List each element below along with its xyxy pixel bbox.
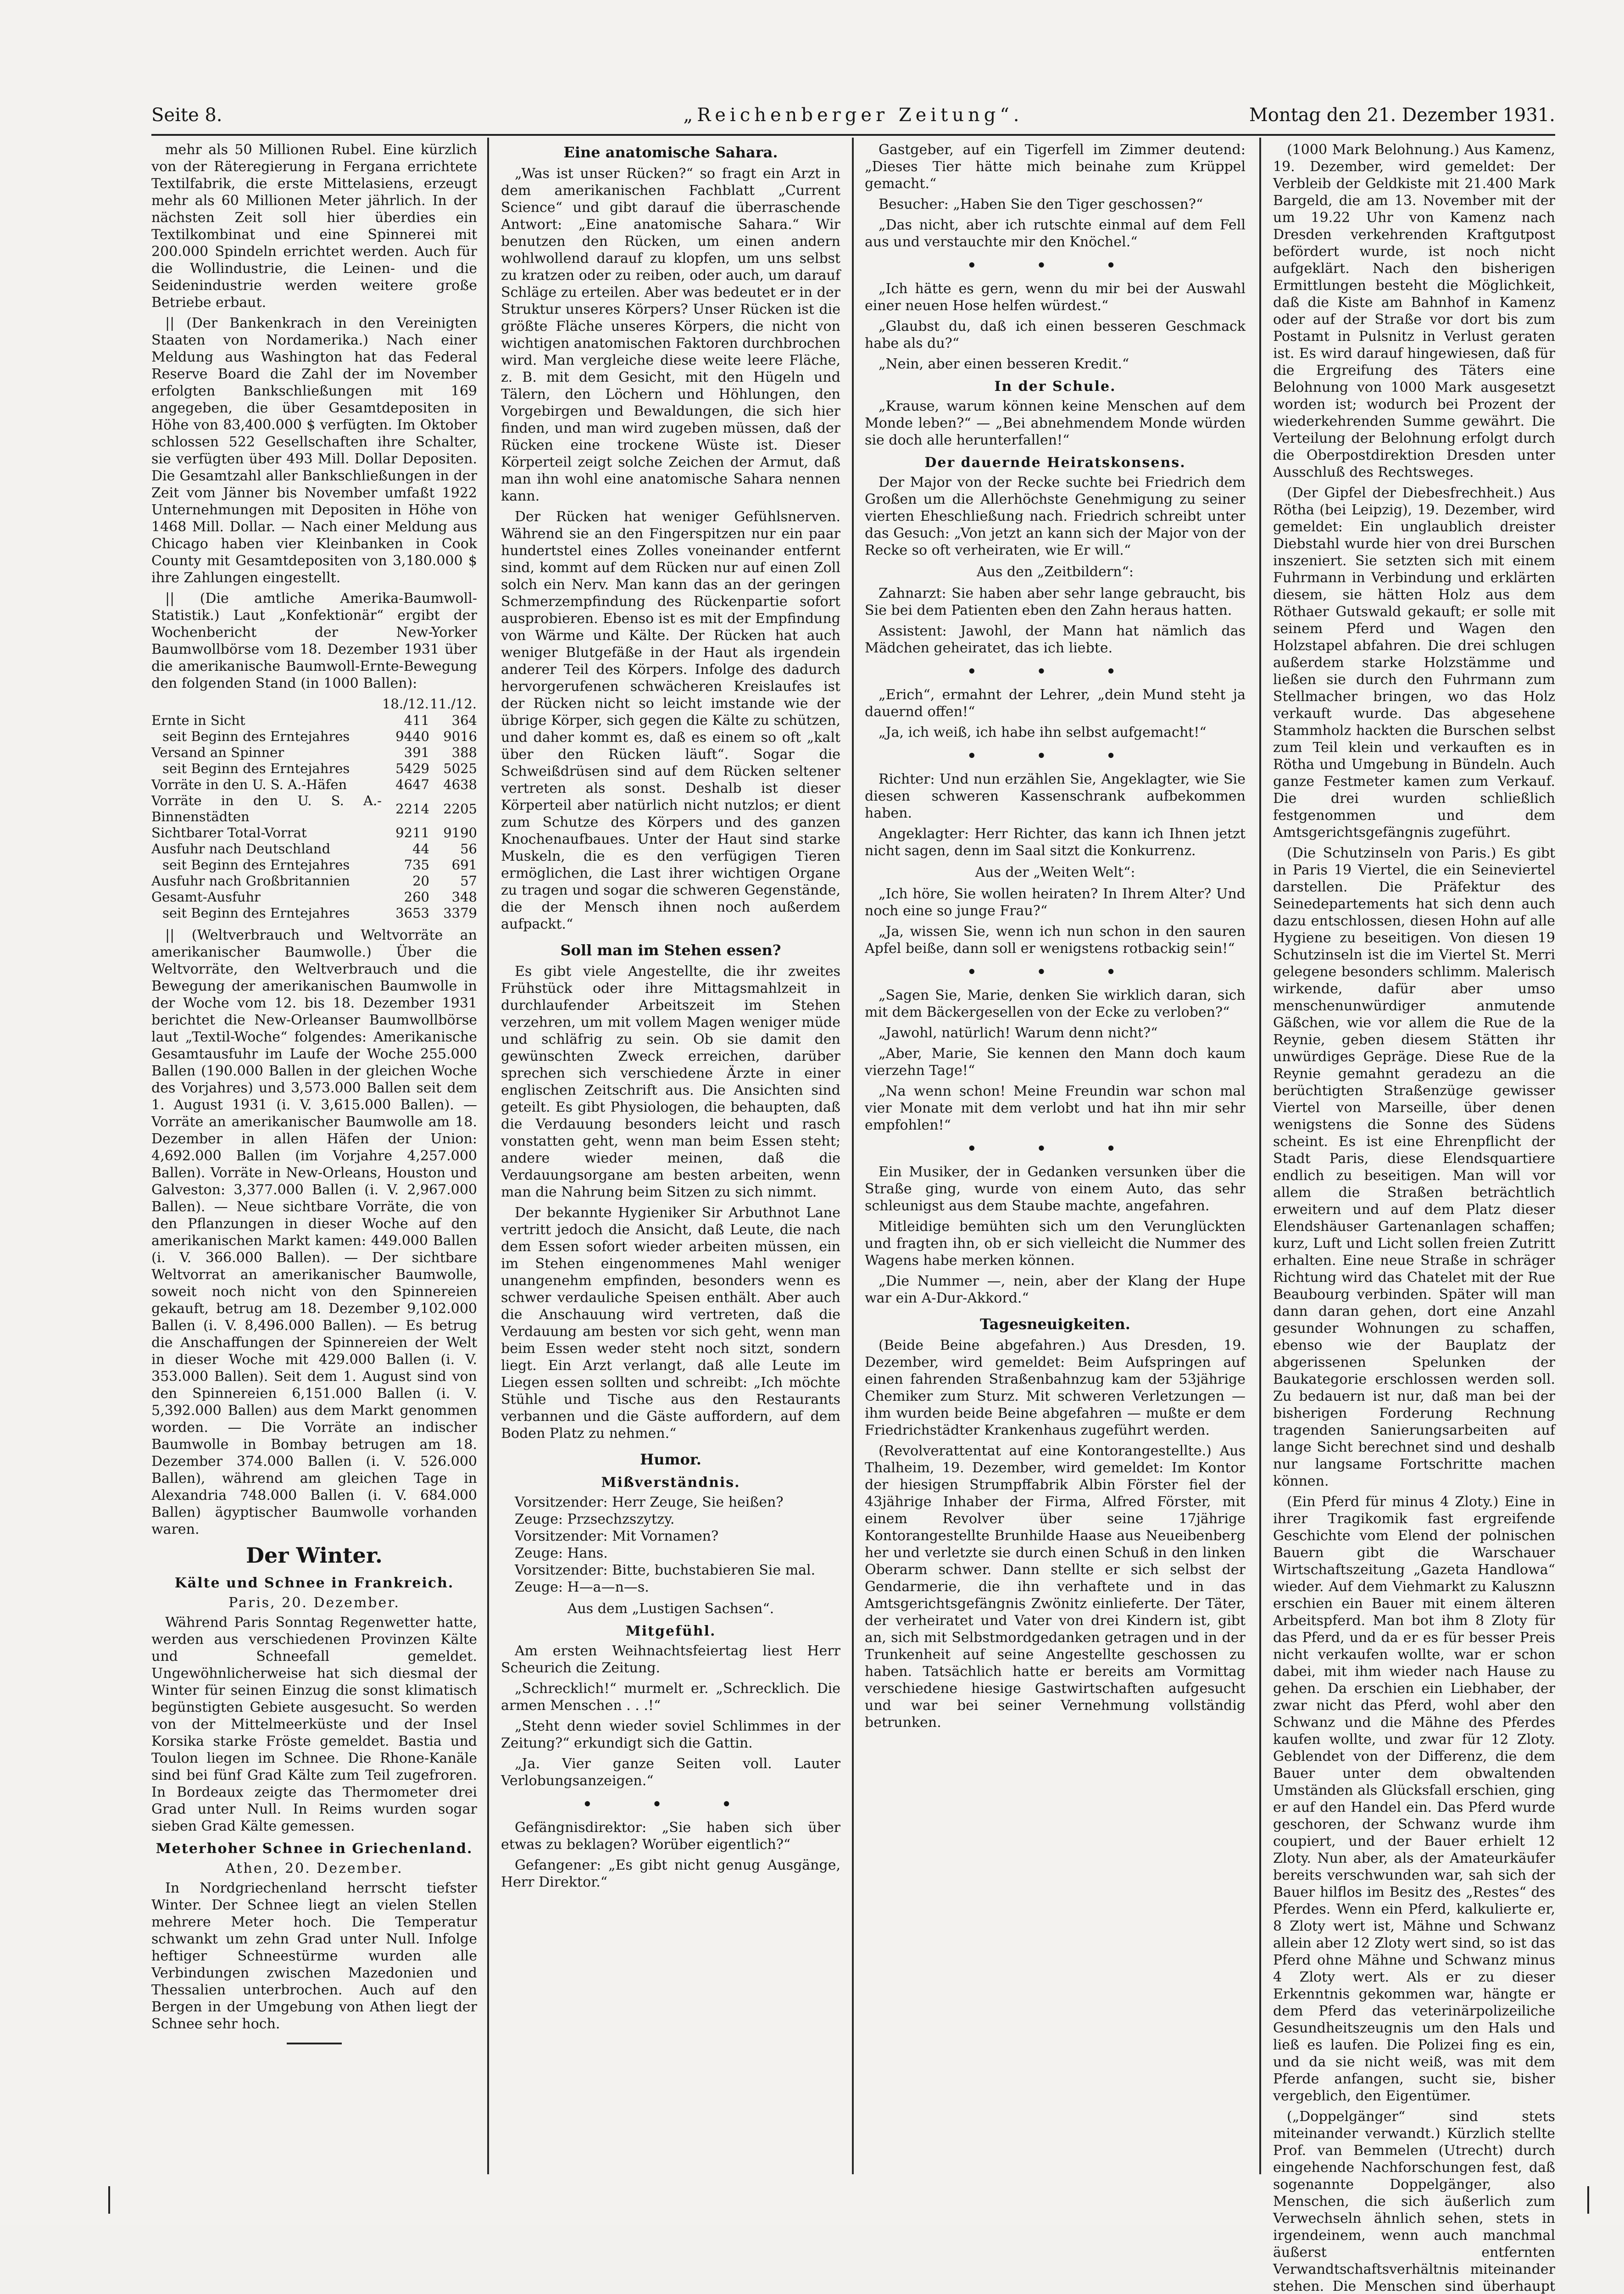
article-paragraph: Gefängnisdirektor: „Sie haben sich über etwas zu beklagen? Worüber eigentlich?“ bbox=[501, 1820, 840, 1853]
article-paragraph: (Revolverattentat auf eine Kontorangestellte.) Aus Thalheim, 19. Dezember, wird gemeldet: Im Kontor der hiesigen Strumpffabrik Albin Förster fiel der 43jährige Inhaber der Firma, Alfred Förster, mit einem Revolver über seine 17jährige Kontorangestellte Brunhilde Haase aus Neueibenberg her und verletzte sie durch einen Schuß in den linken Oberarm schwer. Dann stellte er sich selbst der Gendarmerie, die ihn verhaftete und in das Amtsgerichtsgefängnis Zwönitz einlieferte. Der Täter, der verheiratet und Vater von drei Kindern ist, gibt an, sich mit Selbstmordgedanken getragen und in der Trunkenheit auf seine Angestellte geschossen zu haben. Tatsächlich hatte er bereits am Vormittag verschiedene hiesige Gastwirtschaften aufgesucht und war bei seiner Vernehmung vollständig betrunken. bbox=[865, 1443, 1246, 1731]
article-title: Humor. bbox=[640, 1451, 701, 1468]
table-row bbox=[151, 873, 477, 889]
article-paragraph: || (Die amtliche Amerika-Baumwoll-Statistik.) Laut „Konfektionär“ ergibt der Wochenbericht der New-Yorker Baumwollbörse vom 18. Dezember 1931 über die amerikanische Baumwoll-Ernte-Bewegung den folgenden Stand (in 1000 Ballen): bbox=[151, 590, 477, 691]
header-rule bbox=[151, 134, 1555, 136]
article-paragraph: Der Major von der Recke suchte bei Friedrich dem Großen um die Allerhöchste Genehmigung zu seiner vierten Eheschließung nach. Friedrich schreibt unter das Gesuch: „Von jetzt an kann sich der Major von der Recke so oft verheiraten, wie Er will.“ bbox=[865, 474, 1246, 558]
dialogue-line: Zeuge: H—a—n—s. bbox=[515, 1579, 649, 1595]
row-value: 5025 bbox=[443, 761, 477, 776]
article-paragraph: „Nein, aber einen besseren Kredit.“ bbox=[879, 356, 1129, 372]
section-heading: Der Winter. bbox=[246, 1543, 383, 1568]
row-value: 364 bbox=[451, 713, 477, 728]
article-paragraph: „Na wenn schon! Meine Freundin war schon mal vier Monate mit dem verlobt und hat ihn mir sehr empfohlen!“ bbox=[865, 1083, 1246, 1133]
cotton-statistics-table bbox=[151, 696, 477, 921]
column-1 bbox=[151, 141, 477, 2174]
section-heading: Tagesneuigkeiten. bbox=[980, 1315, 1130, 1333]
row-value: 9016 bbox=[443, 729, 477, 744]
table-row bbox=[151, 713, 477, 729]
column-rule bbox=[1259, 138, 1261, 2174]
row-value: 3379 bbox=[443, 905, 477, 921]
article-paragraph: In Nordgriechenland herrscht tiefster Winter. Der Schnee liegt an vielen Stellen mehrere Meter hoch. Die Temperatur schwankt um zehn Grad unter Null. Infolge heftiger Schneestürme wurden alle Verbindungen zwischen Mazedonien und Thessalien unterbrochen. Auch auf den Bergen in der Umgebung von Athen liegt der Schnee sehr hoch. bbox=[151, 1880, 477, 2032]
separator-dots: • • • bbox=[967, 1140, 1143, 1157]
article-paragraph: „Steht denn wieder soviel Schlimmes in der Zeitung?“ erkundigt sich die Gattin. bbox=[501, 1718, 840, 1751]
source-line: Aus dem „Lustigen Sachsen“. bbox=[567, 1601, 774, 1617]
article-paragraph: Assistent: Jawohl, der Mann hat nämlich das Mädchen geheiratet, das ich liebte. bbox=[865, 623, 1246, 656]
row-value: 9211 bbox=[395, 825, 429, 841]
row-value: 44 bbox=[412, 841, 429, 857]
row-value: 388 bbox=[451, 745, 477, 760]
page-number: Seite 8. bbox=[151, 105, 222, 126]
dialogue-line: Zeuge: Hans. bbox=[515, 1545, 608, 1561]
row-label: Vorräte in den U. S. A.-Binnenstädten bbox=[151, 793, 382, 824]
article-paragraph: „Die Nummer —, nein, aber der Klang der Hupe war ein A-Dur-Akkord.“ bbox=[865, 1273, 1246, 1306]
table-header-cell: 18./12. bbox=[382, 696, 429, 712]
table-header-cell: 11./12. bbox=[429, 696, 477, 712]
table-row bbox=[151, 761, 477, 777]
article-paragraph: „Ja, wissen Sie, wenn ich nun schon in den sauren Apfel beiße, dann soll er wenigstens rotbackig sein!“ bbox=[865, 924, 1246, 957]
row-value: 9190 bbox=[443, 825, 477, 841]
row-value: 56 bbox=[460, 841, 477, 857]
row-label: seit Beginn des Erntejahres bbox=[162, 729, 350, 744]
dialogue-line: Vorsitzender: Herr Zeuge, Sie heißen? bbox=[515, 1494, 784, 1510]
section-end-rule bbox=[287, 2043, 342, 2044]
row-label: Ausfuhr nach Deutschland bbox=[151, 841, 331, 857]
row-value: 57 bbox=[460, 873, 477, 889]
article-paragraph: „Erich“, ermahnt der Lehrer, „dein Mund steht ja dauernd offen!“ bbox=[865, 687, 1246, 720]
article-paragraph: „Ich hätte es gern, wenn du mir bei der Auswahl einer neuen Hose helfen würdest.“ bbox=[865, 281, 1246, 314]
article-paragraph: „Schrecklich!“ murmelt er. „Schrecklich. Die armen Menschen . . .!“ bbox=[501, 1681, 840, 1714]
article-paragraph: Angeklagter: Herr Richter, das kann ich Ihnen jetzt nicht sagen, denn im Saal sitzt die Konkurrenz. bbox=[865, 826, 1246, 859]
column-2 bbox=[501, 141, 840, 2174]
table-row bbox=[151, 905, 477, 921]
issue-date: Montag den 21. Dezember 1931. bbox=[1249, 105, 1555, 126]
row-value: 20 bbox=[412, 873, 429, 889]
article-paragraph: Zahnarzt: Sie haben aber sehr lange gebraucht, bis Sie bei dem Patienten eben den Zahn heraus hatten. bbox=[865, 585, 1246, 618]
article-paragraph: Der Rücken hat weniger Gefühlsnerven. Während sie an den Fingerspitzen nur ein paar hundertstel eines Zolles voneinander entfernt sind, kommt auf dem Rücken nur auf einen Zoll solch ein Nerv. Man kann das an der geringen Schmerzempfindung des Rückenpartie sofort ausprobieren. Ebenso ist es mit der Empfindung von Wärme und Kälte. Der Rücken hat auch weniger Blutgefäße in der Haut als irgendein anderer Teil des Körpers. Infolge des dadurch hervorgerufenen schwächeren Kreislaufes ist der Rücken nicht so leicht imstande wie der übrige Körper, sich gegen die Kälte zu schützen, und daher kommt es, daß es einem so oft „kalt über den Rücken läuft“. Sogar die Schweißdrüsen sind auf dem Rücken seltener vertreten als sonst. Deshalb ist dieser Körperteil aber natürlich nicht nutzlos; er dient zum Schutze des Körpers und des ganzen Knochenaufbaues. Unter der Haut sind starke Muskeln, die es den verfügigen Tieren ermöglichen, die Last ihrer wichtigen Organe zu tragen und sogar die schweren Gegenstände, die der Mensch ihnen noch außerdem aufpackt.“ bbox=[501, 509, 840, 932]
article-paragraph: (Beide Beine abgefahren.) Aus Dresden, 19. Dezember, wird gemeldet: Beim Aufspringen auf einen fahrenden Straßenbahnzug kam der 53jährige Chemiker zum Sturz. Mit schweren Verletzungen — ihm wurden beide Beine abgefahren — mußte er dem Friedrichstädter Krankenhaus zugeführt werden. bbox=[865, 1337, 1246, 1438]
separator-dots: • • • bbox=[967, 747, 1143, 764]
article-paragraph: „Glaubst du, daß ich einen besseren Geschmack habe als du?“ bbox=[865, 318, 1246, 351]
article-paragraph: „Jawohl, natürlich! Warum denn nicht?“ bbox=[879, 1025, 1158, 1041]
article-paragraph: „Ja, ich weiß, ich habe ihn selbst aufgemacht!“ bbox=[879, 724, 1207, 741]
row-label: Ernte in Sicht bbox=[151, 713, 245, 728]
row-label: Sichtbarer Total-Vorrat bbox=[151, 825, 307, 841]
article-paragraph: || (Weltverbrauch und Weltvorräte an amerikanischer Baumwolle.) Über die Weltvorräte, den Weltverbrauch und die Bewegung der amerikanischen Baumwolle in der Woche vom 12. bis 18. Dezember 1931 berichtet die New-Orleanser Baumwollbörse laut „Textil-Woche“ folgendes: Amerikanische Gesamtausfuhr im Laufe der Woche 255.000 Ballen (190.000 Ballen in der gleichen Woche des Vorjahres) und 3,573.000 Ballen seit dem 1. August 1931 (i. V. 3,615.000 Ballen). — Vorräte an amerikanischer Baumwolle am 18. Dezember in allen Häfen der Union: 4,692.000 Ballen (im Vorjahre 4,257.000 Ballen). Vorräte in New-Orleans, Houston und Galveston: 3,377.000 Ballen (i. V. 2,967.000 Ballen). — Neue sichtbare Vorräte, die von den Pflanzungen in dieser Woche auf den amerikanischen Markt kamen: 449.000 Ballen (i. V. 366.000 Ballen). — Der sichtbare Weltvorrat an amerikanischer Baumwolle, soweit noch nicht von den Spinnereien gekauft, betrug am 18. Dezember 9,102.000 Ballen (i. V. 8,496.000 Ballen). — Es betrug die Anschaffungen der Spinnereien der Welt in dieser Woche mit 429.000 Ballen (i. V. 353.000 Ballen). Seit dem 1. August sind von den Spinnereien 6,151.000 Ballen (i. V. 5,392.000 Ballen) aus dem Markt genommen worden. — Die Vorräte an indischer Baumwolle in Bombay betrugen am 18. Dezember 374.000 Ballen (i. V. 526.000 Ballen), während am gleichen Tage in Alexandria 748.000 Ballen (i. V. 684.000 Ballen) ägyptischer Baumwolle vorhanden waren. bbox=[151, 927, 477, 1537]
article-paragraph: Ein Musiker, der in Gedanken versunken über die Straße ging, wurde von einem Auto, das sehr schleunigst aus dem Staube machte, angefahren. bbox=[865, 1164, 1246, 1214]
article-paragraph: „Was ist unser Rücken?“ so fragt ein Arzt in dem amerikanischen Fachblatt „Current Science“ und gibt darauf die überraschende Antwort: „Eine anatomische Sahara.“ Wir benutzen den Rücken, um einen andern wohlwollend darauf zu klopfen, um uns selbst zu kratzen oder zu reiben, oder auch, um darauf Schläge zu erteilen. Aber was bedeutet er in der Struktur unseres Körpers? Unser Rücken ist die größte Fläche unseres Körpers, die nicht von wichtigen anatomischen Faktoren durchbrochen wird. Man vergleiche diese weite leere Fläche, z. B. mit dem Gesicht, mit den Hügeln und Tälern, den Löchern und Höhlungen, den Vorgebirgen und Bewaldungen, die sich hier finden, und man wird zugeben müssen, daß der Rücken eine trockene Wüste ist. Dieser Körperteil zeigt solche Zeichen der Armut, daß man ihn wohl eine anatomische Sahara nennen kann. bbox=[501, 166, 840, 504]
article-paragraph: Es gibt viele Angestellte, die ihr zweites Frühstück oder ihre Mittagsmahlzeit in durchlaufender Arbeitszeit im Stehen verzehren, um mit vollem Magen weniger müde und schläfrig zu sein. Ob sie damit den gewünschten Zweck erreichen, darüber sprechen sich verschiedene Ärzte in einer englischen Zeitschrift aus. Die Ansichten sind geteilt. Es gibt Physiologen, die behaupten, daß die Verdauung besonders leicht und rasch vonstatten geht, wenn man beim Essen steht; andere wieder meinen, daß die Verdauungsorgane am besten arbeiten, wenn man die Nahrung beim Sitzen zu sich nimmt. bbox=[501, 963, 840, 1200]
row-value: 5429 bbox=[395, 761, 429, 776]
article-paragraph: („Doppelgänger“ sind stets miteinander verwandt.) Kürzlich stellte Prof. van Bemmelen (Utrecht) durch eingehende Nachforschungen fest, daß sogenannte Doppelgänger, also Menschen, die sich äußerlich zum Verwechseln ähnlich sehen, stets in irgendeinem, wenn auch manchmal äußerst entfernten Verwandtschaftsverhältnis miteinander stehen. Die Menschen sind überhaupt bbox=[1273, 2109, 1555, 2294]
row-value: 691 bbox=[451, 857, 477, 873]
dateline: Paris, 20. Dezember. bbox=[228, 1595, 400, 1611]
row-value: 3653 bbox=[395, 905, 429, 921]
row-label: seit Beginn des Erntejahres bbox=[162, 905, 350, 921]
separator-dots: • • • bbox=[967, 256, 1143, 274]
column-4 bbox=[1273, 141, 1555, 2294]
row-value: 9440 bbox=[395, 729, 429, 744]
article-paragraph: „Ich höre, Sie wollen heiraten? In Ihrem Alter? Und noch eine so junge Frau?“ bbox=[865, 886, 1246, 919]
row-value: 4647 bbox=[395, 777, 429, 792]
article-paragraph: (Ein Pferd für minus 4 Zloty.) Eine in ihrer Tragikomik fast ergreifende Geschichte vom Elend der polnischen Bauern gibt die Warschauer Wirtschaftszeitung „Gazeta Handlowa“ wieder. Auf dem Viehmarkt zu Kalusznn erschien ein Bauer mit einem älteren Arbeitspferd. Man bot ihm 8 Zloty für das Pferd, und da er es für besser Preis nicht verkaufen wollte, war er schon dabei, mit ihm wieder nach Hause zu gehen. Da erschien ein Liebhaber, der zwar nicht das Pferd, wohl aber den Schwanz und die Mähne des Pferdes kaufen wollte, und zwar für 12 Zloty. Geblendet von der Differenz, die dem Bauer unter dem obwaltenden Umständen als Glücksfall erschien, ging er auf den Handel ein. Das Pferd wurde geschoren, der Schwanz wurde ihm coupiert, und der Bauer erhielt 12 Zloty. Nun aber, als der Amateurkäufer bereits verschwunden war, sah sich der Bauer hilflos im Besitz des „Restes“ des Pferdes. Wenn ein Pferd, kalkulierte er, 8 Zloty wert ist, Mähne und Schwanz allein aber 12 Zloty wert sind, so ist das Pferd ohne Mähne und Schwanz minus 4 Zloty wert. Als er zu dieser Erkenntnis gekommen war, hängte er dem Pferd das veterinärpolizeiliche Gesundheitszeugnis um den Hals und ließ es laufen. Die Polizei fing es ein, und da sie nicht weiß, was mit dem Pferde anfangen, sucht sie, bisher vergeblich, den Eigentümer. bbox=[1273, 1494, 1555, 2104]
table-row bbox=[151, 777, 477, 793]
article-paragraph: Besucher: „Haben Sie den Tiger geschossen?“ bbox=[879, 196, 1203, 212]
separator-dots: • • • bbox=[967, 963, 1143, 980]
article-paragraph: Der bekannte Hygieniker Sir Arbuthnot Lane vertritt jedoch die Ansicht, daß Leute, die nach dem Essen sofort wieder arbeiten müssen, ein im Stehen eingenommenes Mahl weniger unangenehm empfinden, besonders wenn es schwer verdauliche Speisen enthält. Aber auch die Anschauung wird vertreten, daß die Verdauung am besten vor sich geht, wenn man beim Essen weder steht noch sitzt, sondern liegt. Ein Arzt verlangt, daß alle Leute im Liegen essen sollten und schreibt: „Ich möchte Stühle und Tische aus den Restaurants verbannen und die Gäste auffordern, auf dem Boden Platz zu nehmen.“ bbox=[501, 1205, 840, 1442]
article-paragraph: (1000 Mark Belohnung.) Aus Kamenz, 19. Dezember, wird gemeldet: Der Verbleib der Geldkiste mit 21.400 Mark Bargeld, die am 13. November mit der um 19.22 Uhr von Kamenz nach Dresden verkehrenden Kraftgutpost befördert wurde, ist noch nicht aufgeklärt. Nach den bisherigen Ermittlungen besteht die Möglichkeit, daß die Kiste am Bahnhof in Kamenz oder auf der Straße vor dort bis zum Postamt in Pulsnitz in Verlust geraten ist. Es wird darauf hingewiesen, daß für die Ergreifung des Täters eine Belohnung von 1000 Mark ausgesetzt worden ist; wodurch bei Prozent der wiederkehrenden Summe gewährt. Die Verteilung der Belohnung erfolgt durch die Oberpostdirektion Dresden unter Ausschluß des Rechtsweges. bbox=[1273, 142, 1555, 480]
article-subheading: Mißverständnis. bbox=[601, 1475, 740, 1491]
separator-dots: • • • bbox=[967, 663, 1143, 680]
row-value: 4638 bbox=[443, 777, 477, 792]
article-paragraph: Gastgeber, auf ein Tigerfell im Zimmer deutend: „Dieses Tier hätte mich beinahe zum Krüppel gemacht.“ bbox=[865, 142, 1246, 192]
article-paragraph: Mitleidige bemühten sich um den Verunglückten und fragten ihn, ob er sich vielleicht die Nummer des Wagens habe merken können. bbox=[865, 1219, 1246, 1269]
article-paragraph: „Aber, Marie, Sie kennen den Mann doch kaum vierzehn Tage!“ bbox=[865, 1046, 1246, 1079]
row-label: seit Beginn des Erntejahres bbox=[162, 857, 350, 873]
table-row bbox=[151, 729, 477, 745]
column-3 bbox=[865, 141, 1246, 2174]
row-value: 391 bbox=[404, 745, 429, 760]
article-paragraph: Am ersten Weihnachtsfeiertag liest Herr Scheurich die Zeitung. bbox=[501, 1643, 840, 1676]
row-value: 735 bbox=[404, 857, 429, 873]
dialogue-line: Vorsitzender: Mit Vornamen? bbox=[515, 1528, 719, 1544]
article-paragraph: „Krause, warum können keine Menschen auf dem Monde leben?“ — „Bei abnehmendem Monde würden sie doch alle herunterfallen!“ bbox=[865, 398, 1246, 448]
dateline: Athen, 20. Dezember. bbox=[225, 1860, 403, 1876]
scan-border-marks bbox=[0, 2186, 1624, 2214]
table-row bbox=[151, 793, 477, 825]
table-row bbox=[151, 825, 477, 841]
row-label: Ausfuhr nach Großbritannien bbox=[151, 873, 350, 889]
article-paragraph: Richter: Und nun erzählen Sie, Angeklagter, wie Sie diesen schweren Kassenschrank aufbekommen haben. bbox=[865, 771, 1246, 821]
article-subheading: Kälte und Schnee in Frankreich. bbox=[174, 1575, 454, 1591]
article-paragraph: „Das nicht, aber ich rutschte einmal auf dem Fell aus und verstauchte mir den Knöchel.“ bbox=[865, 217, 1246, 250]
row-label: Vorräte in den U. S. A.-Häfen bbox=[151, 777, 347, 792]
dialogue-line: Vorsitzender: Bitte, buchstabieren Sie mal. bbox=[515, 1562, 816, 1578]
article-title: Soll man im Stehen essen? bbox=[560, 941, 781, 959]
table-header-row bbox=[151, 696, 477, 713]
newspaper-title: „Reichenberger Zeitung“. bbox=[683, 105, 1023, 126]
article-subheading: In der Schule. bbox=[994, 379, 1116, 395]
article-paragraph: Während Paris Sonntag Regenwetter hatte, werden aus verschiedenen Provinzen Kälte und Schneefall gemeldet. Ungewöhnlicherweise hat sich diesmal der Winter für seinen Einzug die sonst klimatisch begünstigten Gebiete ausgesucht. So werden von der Mittelmeerküste und der Insel Korsika starke Fröste gemeldet. Bastia und Toulon liegen im Schnee. Die Rhone-Kanäle sind bei fünf Grad Kälte zum Teil zugefroren. In Bordeaux zeigte das Thermometer drei Grad unter Null. In Reims wurden sogar sieben Grad Kälte gemessen. bbox=[151, 1615, 477, 1834]
row-label: Versand an Spinner bbox=[151, 745, 284, 760]
article-paragraph: Gefangener: „Es gibt nicht genug Ausgänge, Herr Direktor.“ bbox=[501, 1857, 840, 1890]
article-paragraph: (Der Gipfel der Diebesfrechheit.) Aus Rötha (bei Leipzig), 19. Dezember, wird gemeldet: Ein unglaublich dreister Diebstahl wurde hier von drei Burschen inszeniert. Sie setzten sich mit einem Fuhrmann in Verbindung und erklärten diesem, sie hätten Holz aus dem Röthaer Gutswald gekauft; er solle mit seinem Pferd und Wagen den Holzstapel abfahren. Die drei schlugen außerdem starke Holzstämme und ließen sie durch den Fuhrmann zum Stellmacher bringen, wo das Holz verkauft wurde. Das abgesehene Stammholz hackten die Burschen selbst zum Teil klein und verkauften es in Rötha und Umgebung in Bündeln. Auch ganze Festmeter kamen zum Verkauf. Die drei wurden schließlich festgenommen und dem Amtsgerichtsgefängnis zugeführt. bbox=[1273, 485, 1555, 841]
source-line: Aus der „Weiten Welt“: bbox=[975, 864, 1135, 880]
table-row bbox=[151, 857, 477, 873]
article-paragraph: || (Der Bankenkrach in den Vereinigten Staaten von Nordamerika.) Nach einer Meldung aus Washington hat das Federal Reserve Board die Zahl der im November erfolgten Bankschließungen mit 169 angegeben, die über Gesamtdepositen in Höhe von 83,400.000 $ verfügten. Im Oktober schlossen 522 Gesellschaften ihre Schalter, sie verfügten über 493 Mill. Dollar Depositen. Die Gesamtzahl aller Bankschließungen in der Zeit vom Jänner bis November umfaßt 1922 Unternehmungen mit Depositen in Höhe von 1468 Mill. Dollar. — Nach einer Meldung aus Chicago haben vier Kleinbanken in Cook County mit Gesamtdepositen von 3,180.000 $ ihre Zahlungen eingestellt. bbox=[151, 315, 477, 586]
row-value: 411 bbox=[404, 713, 429, 728]
article-paragraph: „Ja. Vier ganze Seiten voll. Lauter Verlobungsanzeigen.“ bbox=[501, 1756, 840, 1789]
column-rule bbox=[487, 138, 489, 2174]
table-row bbox=[151, 889, 477, 905]
row-value: 260 bbox=[404, 889, 429, 905]
row-value: 2205 bbox=[443, 801, 477, 817]
source-line: Aus den „Zeitbildern“: bbox=[977, 564, 1134, 580]
article-subheading: Der dauernde Heiratskonsens. bbox=[924, 455, 1186, 471]
table-row bbox=[151, 745, 477, 761]
row-label: Gesamt-Ausfuhr bbox=[151, 889, 261, 905]
table-row bbox=[151, 841, 477, 857]
row-value: 348 bbox=[451, 889, 477, 905]
article-title: Eine anatomische Sahara. bbox=[563, 144, 778, 161]
dialogue-line: Zeuge: Przsechzszytzy. bbox=[515, 1511, 675, 1527]
row-value: 2214 bbox=[395, 801, 429, 817]
article-subheading: Meterhoher Schnee in Griechenland. bbox=[156, 1841, 473, 1857]
row-label: seit Beginn des Erntejahres bbox=[162, 761, 350, 776]
article-paragraph: mehr als 50 Millionen Rubel. Eine kürzlich von der Räteregierung in Fergana errichtete Textilfabrik, die erste Mittelasiens, erzeugt mehr als 60 Millionen Meter jährlich. In der nächsten Zeit soll hier überdies ein Textilkombinat und eine Spinnerei mit 200.000 Spindeln errichtet werden. Auch für die Wollindustrie, die Leinen- und die Seidenindustrie werden weitere große Betriebe erbaut. bbox=[151, 142, 477, 311]
column-rule bbox=[852, 138, 854, 2174]
page-header bbox=[151, 105, 1555, 132]
article-paragraph: (Die Schutzinseln von Paris.) Es gibt in Paris 19 Viertel, die ein Seineviertel darstellen. Die Präfektur des Seinedepartements hat sich denn auch dazu entschlossen, diesen Hohn auf alle Hygiene zu beseitigen. Von diesen 19 Schutzinseln ist die im Viertel St. Merri gelegene besonders schlimm. Malerisch wirkende, dafür aber umso menschenunwürdiger anmutende Gäßchen, wie vor allem die Rue de la Reynie, geben diesem Stätten ihr unwürdiges Gepräge. Diese Rue de la Reynie gemahnt geradezu an die berüchtigten Straßenzüge gewisser Viertel von Marseille, über denen wenigstens die Sonne des Südens scheint. Es ist eine Ehrenpflicht der Stadt Paris, diese Elendsquartiere endlich zu beseitigen. Man will vor allem die Straßen beträchtlich erweitern und auf dem Platz dieser Elendshäuser Gartenanlagen schaffen; kurz, Luft und Licht sollen freien Zutritt erhalten. Eine neue Straße in schräger Richtung wird das Chatelet mit der Rue Beaubourg verbinden. Später will man dann daran gehen, dort eine Anzahl gesunder Wohnungen zu schaffen, ebenso wie der Bauplatz der abgerissenen Spelunken der Baukategorie erschlossen werden soll. Zu bedauern ist nur, daß man bei der bisherigen Forderung Rechnung tragenden Sanierungsarbeiten auf lange Sicht berechnet sind und deshalb nur langsame Fortschritte machen können. bbox=[1273, 845, 1555, 1489]
separator-dots: • • • bbox=[583, 1795, 759, 1813]
article-subheading: Mitgefühl. bbox=[625, 1623, 716, 1639]
article-paragraph: „Sagen Sie, Marie, denken Sie wirklich daran, sich mit dem Bäckergesellen von der Ecke zu verloben?“ bbox=[865, 987, 1246, 1020]
